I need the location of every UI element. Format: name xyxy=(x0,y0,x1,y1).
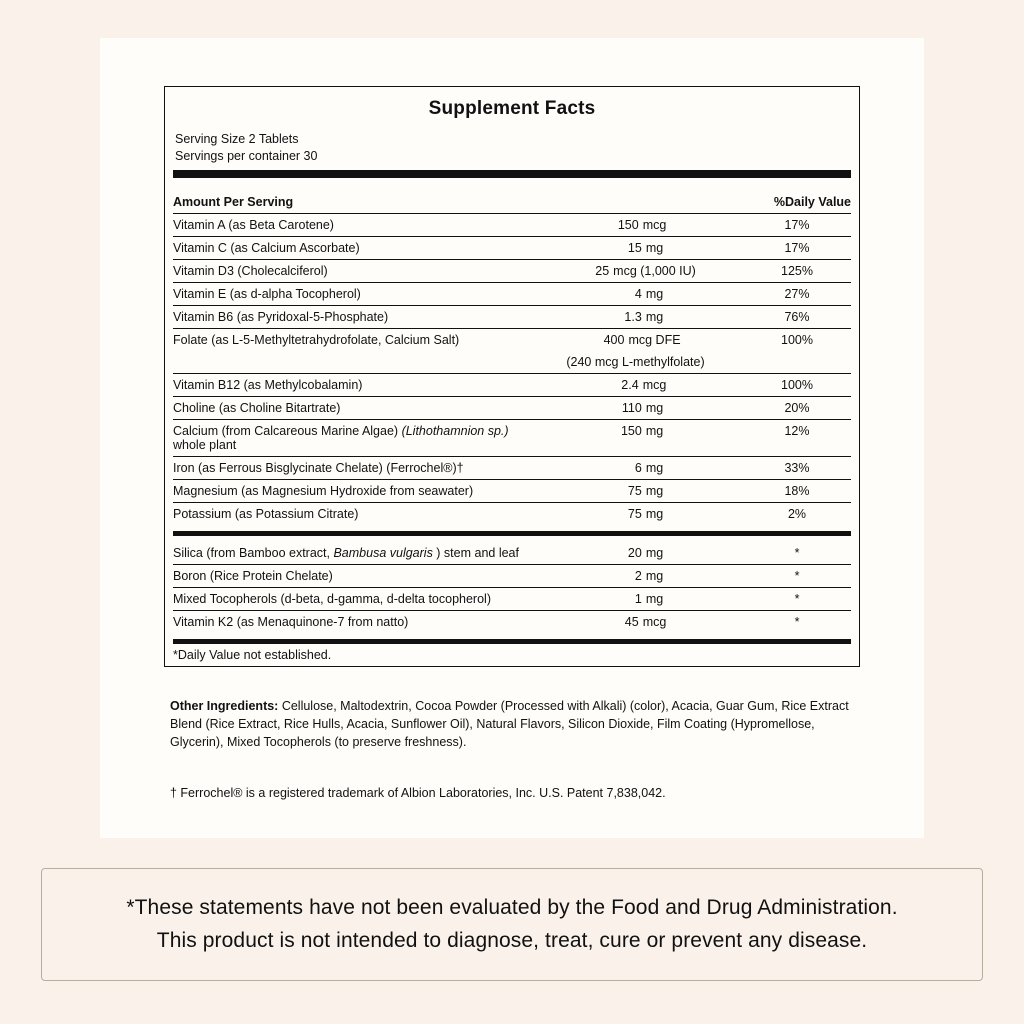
table-row xyxy=(173,329,851,352)
amount-unit: mg xyxy=(645,507,664,521)
amount-column-spacer xyxy=(528,191,743,214)
nutrient-daily-value-blank xyxy=(743,351,851,374)
nutrient-amount xyxy=(528,329,743,352)
amount-value: 15 xyxy=(627,241,642,255)
amount-unit: mcg (1,000 IU) xyxy=(613,264,696,278)
amount-value: 75 xyxy=(627,484,642,498)
other-ingredients xyxy=(170,698,860,751)
amount-value: 110 xyxy=(621,401,642,415)
nutrient-name: Vitamin C (as Calcium Ascorbate) xyxy=(173,237,528,260)
serving-size: Serving Size 2 Tablets xyxy=(175,132,299,146)
nutrient-amount xyxy=(528,283,743,306)
nutrient-amount xyxy=(528,306,743,329)
amount-unit: mg xyxy=(645,241,664,255)
nutrient-name: Vitamin K2 (as Menaquinone-7 from natto) xyxy=(173,615,409,629)
amount-unit: mg xyxy=(645,569,664,583)
label-panel xyxy=(100,38,924,838)
nutrient-name: Vitamin D3 (Cholecalciferol) xyxy=(173,260,528,283)
nutrient-name: Vitamin B12 (as Methylcobalamin) xyxy=(173,374,528,397)
nutrient-daily-value: * xyxy=(743,542,851,565)
table-row xyxy=(173,457,851,480)
nutrient-daily-value: 76% xyxy=(743,306,851,329)
nutrient-daily-value: 17% xyxy=(743,237,851,260)
amount-value: 75 xyxy=(627,507,642,521)
nutrient-daily-value: 12% xyxy=(743,420,851,457)
disclaimer-line-2: This product is not intended to diagnose, treat, cure or prevent any disease. xyxy=(156,928,868,952)
daily-value-header: %Daily Value xyxy=(743,191,851,214)
table-row xyxy=(173,260,851,283)
footnote-table xyxy=(173,644,851,666)
table-row xyxy=(173,565,851,588)
table-row xyxy=(173,420,851,457)
amount-value: 150 xyxy=(620,424,642,438)
amount-unit: mcg xyxy=(642,218,667,232)
nutrient-daily-value: * xyxy=(794,615,800,629)
fda-disclaimer xyxy=(41,868,983,981)
amount-value: 25 xyxy=(595,264,610,278)
amount-unit: mcg DFE xyxy=(628,333,681,347)
table-row xyxy=(173,542,851,565)
nutrient-daily-value: 100% xyxy=(781,333,813,347)
footnote-row xyxy=(173,644,851,666)
amount-value: 150 xyxy=(617,218,639,232)
nutrient-amount xyxy=(528,420,743,457)
nutrient-daily-value: 17% xyxy=(743,214,851,237)
nutrition-table-body xyxy=(173,191,851,525)
secondary-nutrition-table xyxy=(173,542,851,633)
amount-unit: mg xyxy=(645,424,664,438)
table-row xyxy=(173,503,851,526)
amount-unit: mg xyxy=(645,592,664,606)
supplement-facts-box xyxy=(164,86,860,667)
table-row xyxy=(173,480,851,503)
nutrient-name-species: (Lithothamnion sp.) xyxy=(401,424,509,438)
nutrient-daily-value: 27% xyxy=(743,283,851,306)
nutrient-name-tail: whole plant xyxy=(173,438,237,452)
amount-per-serving-header: Amount Per Serving xyxy=(173,191,528,214)
amount-value: 1 xyxy=(634,592,642,606)
nutrient-amount xyxy=(528,214,743,237)
amount-unit: mg xyxy=(645,546,664,560)
amount-value: 2 xyxy=(634,569,642,583)
amount-value: 20 xyxy=(627,546,642,560)
nutrient-daily-value: 125% xyxy=(743,260,851,283)
nutrient-name: Potassium (as Potassium Citrate) xyxy=(173,507,359,521)
nutrient-daily-value: 20% xyxy=(743,397,851,420)
amount-value: 45 xyxy=(624,615,639,629)
disclaimer-line-1: *These statements have not been evaluated by the Food and Drug Administration. xyxy=(126,895,898,919)
nutrient-name: Vitamin E (as d-alpha Tocopherol) xyxy=(173,283,528,306)
nutrient-daily-value: 100% xyxy=(743,374,851,397)
nutrient-name xyxy=(173,420,528,457)
amount-value: 400 xyxy=(603,333,625,347)
nutrient-amount xyxy=(528,237,743,260)
nutrient-sub-amount: (240 mcg L-methylfolate) xyxy=(528,351,743,374)
table-row xyxy=(173,214,851,237)
table-row xyxy=(173,306,851,329)
nutrient-name: Mixed Tocopherols (d-beta, d-gamma, d-delta tocopherol) xyxy=(173,588,528,611)
nutrient-name: Vitamin B6 (as Pyridoxal-5-Phosphate) xyxy=(173,306,528,329)
nutrient-name-text: Calcium (from Calcareous Marine Algae) xyxy=(173,424,402,438)
secondary-table-body xyxy=(173,542,851,633)
nutrient-amount xyxy=(528,374,743,397)
table-header-row xyxy=(173,191,851,214)
table-row xyxy=(173,611,851,634)
other-ingredients-label: Other Ingredients: xyxy=(170,699,279,713)
table-row xyxy=(173,283,851,306)
amount-value: 6 xyxy=(634,461,642,475)
nutrient-name-text: Silica (from Bamboo extract, xyxy=(173,546,334,560)
amount-unit: mg xyxy=(645,287,664,301)
serving-info xyxy=(165,128,859,170)
divider-thick-top xyxy=(173,170,851,178)
nutrient-amount xyxy=(528,542,743,565)
amount-unit: mg xyxy=(645,461,664,475)
nutrient-name-tail: ) stem and leaf xyxy=(432,546,519,560)
amount-unit: mg xyxy=(645,401,664,415)
nutrient-amount xyxy=(528,457,743,480)
nutrient-daily-value: * xyxy=(743,565,851,588)
amount-unit: mg xyxy=(645,484,664,498)
nutrient-amount xyxy=(528,503,743,526)
nutrient-daily-value: 33% xyxy=(743,457,851,480)
nutrition-table xyxy=(173,191,851,525)
nutrient-name: Vitamin A (as Beta Carotene) xyxy=(173,214,528,237)
nutrient-amount xyxy=(528,565,743,588)
amount-value: 4 xyxy=(634,287,642,301)
nutrient-daily-value: 18% xyxy=(743,480,851,503)
amount-value: 1.3 xyxy=(624,310,642,324)
table-row xyxy=(173,374,851,397)
table-row xyxy=(173,237,851,260)
nutrient-amount xyxy=(528,260,743,283)
table-row xyxy=(173,588,851,611)
nutrient-name-species: Bambusa vulgaris xyxy=(333,546,433,560)
nutrient-amount xyxy=(528,611,743,634)
amount-unit: mcg xyxy=(642,378,667,392)
nutrient-amount xyxy=(528,480,743,503)
servings-per-container: Servings per container 30 xyxy=(175,148,318,163)
nutrient-amount xyxy=(528,588,743,611)
nutrient-daily-value: 2% xyxy=(787,507,807,521)
nutrient-name: Magnesium (as Magnesium Hydroxide from seawater) xyxy=(173,480,528,503)
nutrient-name: Boron (Rice Protein Chelate) xyxy=(173,565,528,588)
nutrient-name: Choline (as Choline Bitartrate) xyxy=(173,397,528,420)
nutrient-name xyxy=(173,542,528,565)
supplement-facts-title: Supplement Facts xyxy=(428,98,596,119)
table-row xyxy=(173,397,851,420)
trademark-note: † Ferrochel® is a registered trademark of Albion Laboratories, Inc. U.S. Patent 7,838,042. xyxy=(170,786,666,800)
nutrient-name: Folate (as L-5-Methyltetrahydrofolate, Calcium Salt) xyxy=(173,333,460,347)
daily-value-footnote: *Daily Value not established. xyxy=(173,648,332,662)
table-row-subamount xyxy=(173,351,851,374)
amount-unit: mcg xyxy=(642,615,667,629)
nutrient-name: Iron (as Ferrous Bisglycinate Chelate) (Ferrochel®)† xyxy=(173,457,528,480)
amount-unit: mg xyxy=(645,310,664,324)
nutrient-amount xyxy=(528,397,743,420)
amount-value: 2.4 xyxy=(621,378,639,392)
nutrient-daily-value: * xyxy=(743,588,851,611)
other-ingredients-text: Cellulose, Maltodextrin, Cocoa Powder (Processed with Alkali) (color), Acacia, Guar Gum, Rice Extract Blend (Rice Extract, Rice Hulls, Acacia, Sunflower Oil), Natural Flavors, Silicon Dioxide, Film Coating (Hypromellose, Glycerin), Mixed Tocopherols (to preserve freshness). xyxy=(170,699,849,749)
nutrient-name-blank xyxy=(173,351,528,374)
